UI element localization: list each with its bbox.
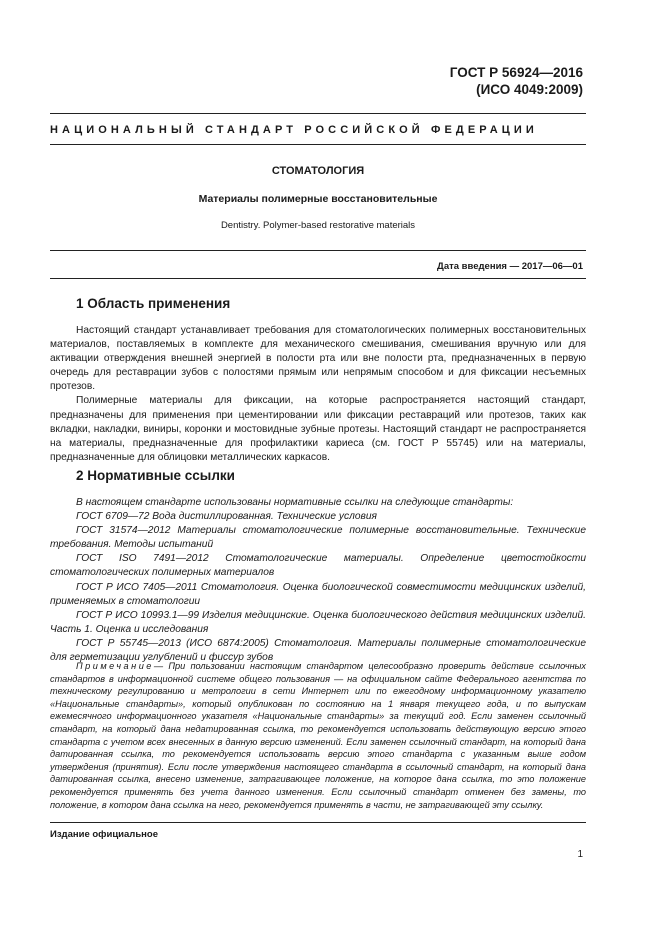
national-standard-banner: НАЦИОНАЛЬНЫЙ СТАНДАРТ РОССИЙСКОЙ ФЕДЕРАЦИИ xyxy=(50,124,538,136)
date-rule xyxy=(50,278,586,279)
standard-code-block xyxy=(450,64,583,98)
section-1-heading: 1 Область применения xyxy=(76,296,231,311)
reference-item: ГОСТ Р 55745—2013 (ИСО 6874:2005) Стоматология. Материалы полимерные стоматологические для герметизации углублений и фиссур зубов xyxy=(50,637,586,664)
document-title: СТОМАТОЛОГИЯ xyxy=(271,165,365,177)
reference-item: ГОСТ ISO 7491—2012 Стоматологические материалы. Определение цветостойкости стоматологических полимерных материалов xyxy=(50,553,586,579)
gost-number: ГОСТ Р 56924—2016 xyxy=(449,65,583,80)
reference-item: ГОСТ Р ИСО 10993.1—99 Изделия медицинские. Оценка биологического действия медицинских изделий. Часть 1. Оценка и исследования xyxy=(50,609,586,635)
banner-rule xyxy=(50,144,586,145)
paragraph: Настоящий стандарт устанавливает требования для стоматологических полимерных восстановительных материалов, поставляемых в комплекте для механического смешивания, смешивания вручную или для активации отверждения внешней энергией в полости рта или вне полости рта, предназначенных в первую очередь для реставрации зубов с полостями прямым или непрямым способом и для фиксации несъемных протезов. xyxy=(50,325,586,393)
page-number: 1 xyxy=(577,849,583,860)
note-block xyxy=(50,660,586,811)
iso-number: (ИСО 4049:2009) xyxy=(476,82,583,97)
reference-item: ГОСТ 6709—72 Вода дистиллированная. Технические условия xyxy=(76,511,377,523)
title-rule xyxy=(50,250,586,251)
section-2-heading: 2 Нормативные ссылки xyxy=(76,468,235,483)
note-text: — При пользовании настоящим стандартом целесообразно проверить действие ссылочных стандартов в информационной системе общего пользования — на официальном сайте Федерального агентства по техническому регулированию и метрологии в сети Интернет или по ежегодному информационному указателю «Национальные стандарты», который опубликован по состоянию на 1 января текущего года, и по выпускам ежемесячного информационного указателя «Национальные стандарты» за текущий год. Если заменен ссылочный стандарт, на который дана недатированная ссылка, то рекомендуется использовать действующую версию этого стандарта с учетом всех внесенных в данную версию изменений. Если заменен ссылочный стандарт, на который дана датированная ссылка, то рекомендуется использовать версию этого стандарта с указанным выше годом утверждения (принятия). Если после утверждения настоящего стандарта в ссылочный стандарт, на который дана датированная ссылка, внесено изменение, затрагивающее положение, на которое дана ссылка, то это положение рекомендуется применять без учета данного изменения. Если ссылочный стандарт отменен без замены, то положение, в котором дана ссылка на него, рекомендуется применять в части, не затрагивающей эту ссылку. xyxy=(50,661,586,810)
introduction-date: Дата введения — 2017—06—01 xyxy=(437,261,583,272)
references-list xyxy=(50,496,586,665)
english-title: Dentistry. Polymer-based restorative materials xyxy=(220,220,416,231)
reference-intro: В настоящем стандарте использованы нормативные ссылки на следующие стандарты: xyxy=(76,497,514,508)
document-subtitle: Материалы полимерные восстановительные xyxy=(198,193,438,205)
note-label: Примечание xyxy=(76,661,154,671)
official-edition-label: Издание официальное xyxy=(50,829,158,840)
section-1-body xyxy=(50,324,586,465)
paragraph: Полимерные материалы для фиксации, на которые распространяется настоящий стандарт, предназначены для применения при цементировании или фиксации реставраций или протезов, таких как вкладки, накладки, виниры, коронки и мостовидные зубные протезы. Настоящий стандарт не распространяется на материалы, предназначенные для профилактики кариеса (см. ГОСТ Р 55745) или на материалы, предназначенные для облицовки металлических каркасов. xyxy=(50,395,586,463)
footer-rule xyxy=(50,822,586,823)
top-rule xyxy=(50,113,586,114)
reference-item: ГОСТ Р ИСО 7405—2011 Стоматология. Оценка биологической совместимости медицинских изделий, применяемых в стоматологии xyxy=(50,581,586,607)
reference-item: ГОСТ 31574—2012 Материалы стоматологические полимерные восстановительные. Технические требования. Методы испытаний xyxy=(50,525,586,551)
